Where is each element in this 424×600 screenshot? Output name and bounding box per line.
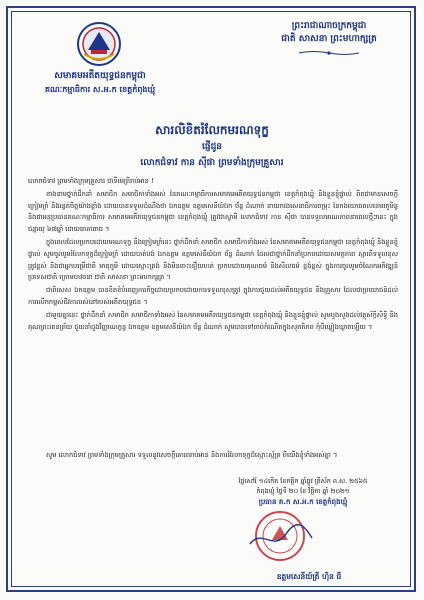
ornament-divider	[297, 50, 361, 56]
signer-name: ឧត្តមសេនីយ៍ត្រី ហ៊ិន ធី	[276, 572, 342, 581]
letter-body	[28, 176, 398, 334]
date-block	[208, 476, 398, 496]
solar-date: កំពុងឃ្មុំ ថ្ងៃទី ២០ ខែ វិច្ឆិកា ឆ្នាំ ២០២១	[256, 487, 350, 495]
closing-line: សូម លោកជំទាវ ព្រមទាំងក្រុមគ្រួសារ ទទួលនូវសេចក្តីគោរពរាប់អាន និងការរំលែកទុក្ខដ៏ស្មោះស្ម័គ្រ ពីយើងខ្ញុំទាំងអស់គ្នា ។	[46, 451, 338, 459]
signatory-title: ប្រធាន គ.ក ស.អ.ក ខេត្តកំពុងឃ្មុំ	[258, 498, 348, 506]
body-paragraph: ខាងនាមថ្នាក់ដឹកនាំ សមាជិក សមាជិកាទាំងអស់ នៃគណៈកម្មាធិការសមាគមអតីតយុទ្ធជនកម្ពុជា ខេត្តកំពុងឃ្មុំ និងខ្លួនខ្ញុំផ្ទាល់ ពិតជាមានសេចក្តីក្រៀមក្រំ និងរន្ធត់ចិត្តយ៉ាងខ្លាំង ដោយបានទទួលដំណឹងថា ឯកឧត្តម ឧត្តមសេនីយ៍ឯក ថ័ន្ល ដំណាក់ នាយករងសេនាធិការចម្រុះ នៃកងយោធពលខេមរភូមិន្ទ និងជាអនុប្រធានគណៈកម្មាធិការ សមាគមអតីតយុទ្ធជនកម្ពុជា ខេត្តកំពុងឃ្មុំ ត្រូវជាស្វាមី លោកជំទាវ កាន ស៊ីផា បានទទួលមរណភាពនាពេលថ្មីៗនេះ ក្នុងជន្មាយុ ៦៧ឆ្នាំ ដោយរោគាពាធ ។	[28, 189, 398, 234]
lunar-date: ថ្ងៃសៅរ៍ ១៤កើត ខែកត្តិក ឆ្នាំឆ្លូវ ត្រីស័ក ព.ស. ២៥៦៥	[238, 477, 368, 485]
body-paragraph: ក្នុងពេលដែលប្រកបដោយមរណទុក្ខ និងក្រៀមក្រំនេះ ថ្នាក់ដឹកនាំ សមាជិក សមាជិកាទាំងអស់ នៃសមាគមអតីតយុទ្ធជនកម្ពុជា ខេត្តកំពុងឃ្មុំ និងខ្លួនខ្ញុំផ្ទាល់ សូមចូលរួមរំលែកទុក្ខដ៏ក្រៀមក្រំ ដោយបាត់បង់ ឯកឧត្តម ឧត្តមសេនីយ៍ឯក ថ័ន្ល ដំណាក់ ដែលជាថ្នាក់ដឹកនាំប្រកបដោយសមត្ថភាព ស្មារតីទទួលខុសត្រូវខ្ពស់ និងជាអ្នកបម្រើជាតិ មាតុភូមិ ដោយស្មោះត្រង់ និងមិនចេះនឿយហត់ ប្រកបដោយគុណធម៌ និងសីលធម៌ ខ្ពង់ខ្ពស់ ក្នុងការចូលរួមចំណែកអភិវឌ្ឍន៍ប្រទេសជាតិ ក្រោមបាវចនា ជាតិ សាសនា ព្រះមហាក្សត្រ ។	[28, 237, 398, 282]
kingdom-motto	[254, 20, 404, 61]
salutation: លោកជំទាវ ព្រមទាំងក្រុមគ្រួសារ ជាទីមេត្រីរាប់អាន !	[28, 177, 154, 185]
letter-greeting: ផ្ញើជូន	[202, 142, 222, 152]
body-paragraph: ជាមួយគ្នានេះ ថ្នាក់ដឹកនាំ សមាជិក សមាជិកាទាំងអស់ នៃសមាគមអតីតយុទ្ធជនកម្ពុជា ខេត្តកំពុងឃ្មុំ និងខ្លួនខ្ញុំផ្ទាល់ សូមបួងសួងដល់វត្ថុស័ក្តិសិទ្ធិ និងគុណព្រះរតនត្រ័យ ជួយនាំដួងវិញ្ញាណក្ខន្ធ ឯកឧត្តម ឧត្តមសេនីយ៍ឯក ថ័ន្ល ដំណាក់ សូមបានទៅចាប់កំណើតក្នុងសុគតិភព កុំបីឃ្លៀងឃ្លាតឡើយ ។	[28, 310, 398, 331]
letter-recipient: លោកជំទាវ កាន ស៊ីផា ព្រមទាំងក្រុមគ្រួសារ	[140, 158, 284, 168]
association-logo	[76, 20, 122, 68]
organization-branch: គណៈកម្មាធិការ ស.អ.ក ខេត្តកំពុងឃ្មុំ	[44, 85, 156, 94]
national-motto: ជាតិ សាសនា ព្រះមហាក្សត្រ	[281, 34, 377, 44]
organization-header	[20, 70, 180, 96]
letter-title: សារលិខិតរំលែកមរណទុក្ខ	[155, 123, 269, 137]
kingdom-name: ព្រះរាជាណាចក្រកម្ពុជា	[291, 21, 367, 31]
official-stamp	[244, 508, 316, 564]
organization-name: សមាគមអតីតយុទ្ធជនកម្ពុជា	[54, 71, 146, 81]
body-paragraph: ជាពិសេស ឯកឧត្តម បានខិតខំបំពេញភារកិច្ចដោយប្រកបដោយការទទួលខុសត្រូវ ក្នុងការជួយដល់អតីតយុទ្ធជន និងគ្រួសារ ដែលជាប្រយោជន៍ដល់ការលើកកម្ពស់ជីវភាពរស់នៅរបស់អតីតយុទ្ធជន ។	[28, 286, 398, 306]
